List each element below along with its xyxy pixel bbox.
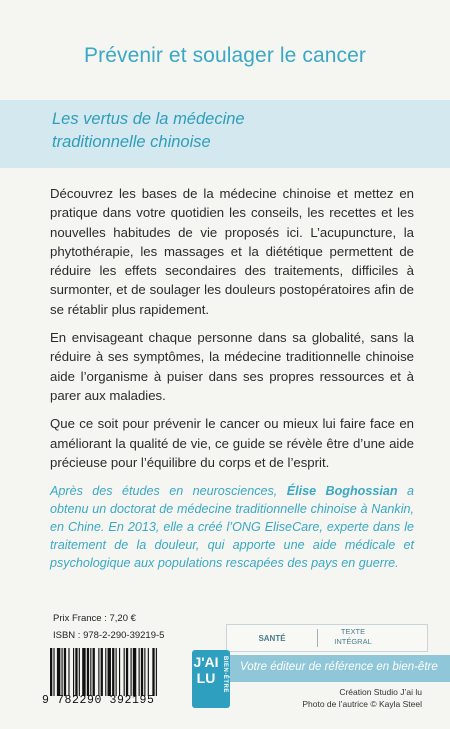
format-tag-line-2: INTÉGRAL [334,637,372,646]
subtitle-line-1: Les vertus de la médecine [52,110,245,128]
price-label: Prix France : 7,20 € [53,613,136,624]
blurb-paragraph-3: Que ce soit pour prévenir le cancer ou mieux lui faire face en améliorant la qualité de vie, ce guide se révèle être d’une aide précieuse pour l’équilibre du corps et de l’esprit. [50,416,414,470]
logo-line-2: LU [196,670,216,686]
credits-line-1: Création Studio J’ai lu [339,687,422,697]
blurb [50,184,414,481]
subtitle-line-2: traditionnelle chinoise [52,133,211,151]
barcode-digits: 9 782290 392195 [42,694,155,707]
category-tag-box [226,624,428,652]
credits-line-2: Photo de l’autrice © Kayla Steel [302,699,422,709]
logo-line-1: J'AI [193,654,219,670]
banner-text: Votre éditeur de référence en bien-être [240,661,438,673]
isbn-label: ISBN : 978-2-290-39219-5 [53,630,165,641]
blurb-paragraph-1: Découvrez les bases de la médecine chinoise et mettez en pratique dans votre quotidien les conseils, les recettes et les nouvelles habitudes de vie proposés ici. L’acupuncture, la phytothérapie, les massages et la diététique permettent de réduire les effets secondaires des traitements, difficiles à surmonter, et de soulager les douleurs postopératoires afin de se rétablir plus rapidement. [50,186,414,317]
book-subtitle [52,108,392,154]
book-title: Prévenir et soulager le cancer [84,44,366,67]
author-bio [50,482,414,572]
format-tag-line-1: TEXTE [340,627,366,636]
bio-rest: a obtenu un doctorat de médecine traditionnelle chinoise à Nankin, en Chine. En 2013, elle a créé l’ONG EliseCare, experte dans le traitement de la douleur, qui apporte une aide médicale et psychologique aux populations rescapées des pays en guerre. [50,484,414,570]
format-tag [323,627,383,647]
credits [242,686,422,710]
author-name: Élise Boghossian [286,484,398,498]
publisher-banner [226,655,450,682]
bio-intro: Après des études en neurosciences, [50,484,287,498]
blurb-paragraph-2: En envisageant chaque personne dans sa globalité, sans la réduire à ses symptômes, la médecine traditionnelle chinoise aide l’organisme à puiser dans ses propres ressources et à parer aux maladies. [50,330,414,403]
logo-collection: BIEN-ÊTRE [222,656,228,693]
tag-divider [317,629,318,647]
logo-text [192,654,220,686]
barcode [48,648,198,696]
category-tag: SANTÉ [258,633,286,643]
publisher-logo [192,650,230,708]
